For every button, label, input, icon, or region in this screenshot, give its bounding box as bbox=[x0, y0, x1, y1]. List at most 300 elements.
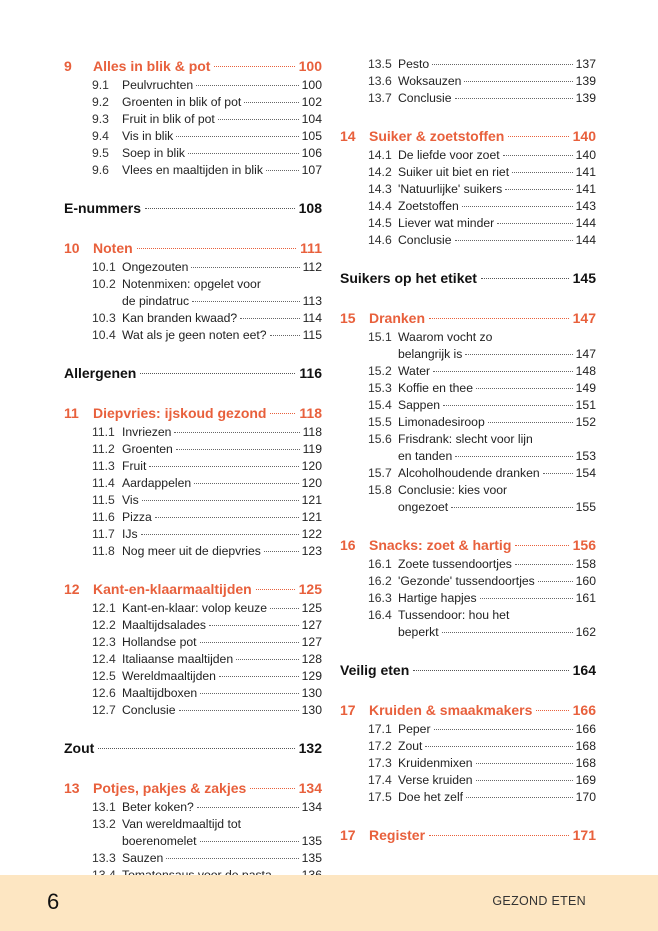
subsection-body bbox=[122, 543, 322, 560]
subsection-title: Nog meer uit de diepvries bbox=[122, 544, 261, 558]
dot-leader bbox=[145, 208, 295, 209]
subsection-entry[interactable] bbox=[64, 94, 322, 111]
chapter-number: 16 bbox=[340, 537, 356, 553]
subsection-entry[interactable] bbox=[340, 607, 596, 641]
subsection-page: 161 bbox=[575, 591, 596, 605]
dot-leader bbox=[166, 858, 298, 859]
dot-leader bbox=[256, 589, 295, 590]
dot-leader bbox=[219, 676, 299, 677]
subsection-title: Van wereldmaaltijd tot bbox=[122, 817, 241, 831]
chapter-entry[interactable] bbox=[64, 403, 322, 424]
dot-leader bbox=[200, 841, 299, 842]
dot-leader bbox=[244, 102, 298, 103]
subsection-entry[interactable] bbox=[340, 181, 596, 198]
heading-page: 116 bbox=[299, 365, 322, 381]
subsection-title-continued bbox=[122, 833, 322, 850]
dot-leader bbox=[434, 729, 573, 730]
subsection-page: 130 bbox=[301, 703, 322, 717]
toc-left-column bbox=[64, 56, 322, 884]
subsection-entry[interactable] bbox=[64, 310, 322, 327]
subsection-number: 11.6 bbox=[92, 510, 115, 524]
subsection-page: 137 bbox=[575, 57, 596, 71]
subsection-entry[interactable] bbox=[64, 424, 322, 441]
chapter-title: Dranken bbox=[369, 310, 426, 326]
subsection-body bbox=[122, 816, 322, 850]
subsection-title: Conclusie: kies voor bbox=[398, 483, 508, 497]
dot-leader bbox=[142, 500, 299, 501]
subsection-entry[interactable] bbox=[340, 482, 596, 516]
subsection-page: 112 bbox=[302, 260, 322, 274]
subsection-body bbox=[122, 424, 322, 441]
subsection-number: 15.6 bbox=[368, 432, 392, 446]
subsection-page: 135 bbox=[301, 851, 322, 865]
chapter-entry[interactable] bbox=[64, 778, 322, 799]
subsection-title: Wat als je geen noten eet? bbox=[122, 328, 267, 342]
subsection-entry[interactable] bbox=[340, 573, 596, 590]
subsection-page: 107 bbox=[301, 163, 322, 177]
section-heading-entry[interactable] bbox=[340, 660, 596, 681]
subsection-title: Kruidenmixen bbox=[398, 756, 473, 770]
subsection-number: 13.5 bbox=[368, 57, 392, 71]
dot-leader bbox=[413, 670, 568, 671]
subsection-title: Conclusie bbox=[398, 233, 452, 247]
chapter-title: Potjes, pakjes & zakjes bbox=[93, 780, 247, 796]
subsection-page: 144 bbox=[575, 216, 596, 230]
subsection-title: Maaltijdboxen bbox=[122, 686, 198, 700]
subsection-body bbox=[398, 56, 596, 73]
subsection-entry[interactable] bbox=[340, 329, 596, 363]
subsection-page: 168 bbox=[575, 739, 596, 753]
subsection-entry[interactable] bbox=[64, 651, 322, 668]
dot-leader bbox=[442, 632, 573, 633]
dot-leader bbox=[176, 136, 298, 137]
subsection-page: 169 bbox=[575, 773, 596, 787]
subsection-body bbox=[122, 668, 322, 685]
subsection-page: 123 bbox=[301, 544, 322, 558]
subsection-body bbox=[122, 162, 322, 179]
subsection-title: Frisdrank: slecht voor lijn bbox=[398, 432, 533, 446]
chapter-page: 100 bbox=[298, 58, 322, 74]
heading-title: Veilig eten bbox=[340, 662, 410, 678]
dot-leader bbox=[455, 456, 572, 457]
subsection-title: Zoetstoffen bbox=[398, 199, 459, 213]
chapter-title: Kant-en-klaarmaaltijden bbox=[93, 581, 252, 597]
dot-leader bbox=[455, 98, 573, 99]
dot-leader bbox=[443, 405, 573, 406]
subsection-title: Verse kruiden bbox=[398, 773, 473, 787]
dot-leader bbox=[266, 170, 299, 171]
chapter-title: Snacks: zoet & hartig bbox=[369, 537, 512, 553]
subsection-entry[interactable] bbox=[64, 799, 322, 816]
subsection-body bbox=[122, 702, 322, 719]
subsection-page: 155 bbox=[575, 500, 596, 514]
subsection-entry[interactable] bbox=[64, 441, 322, 458]
subsection-title: Limonadesiroop bbox=[398, 415, 485, 429]
chapter-page: 140 bbox=[572, 128, 596, 144]
dot-leader bbox=[270, 608, 299, 609]
dot-leader bbox=[155, 517, 299, 518]
subsection-number: 15.8 bbox=[368, 483, 392, 497]
subsection-title: 'Gezonde' tussendoortjes bbox=[398, 574, 535, 588]
subsection-entry[interactable] bbox=[64, 77, 322, 94]
chapter-entry[interactable] bbox=[64, 579, 322, 600]
subsection-entry[interactable] bbox=[64, 259, 322, 276]
dot-leader bbox=[465, 354, 572, 355]
subsection-title: De liefde voor zoet bbox=[398, 148, 500, 162]
subsection-body bbox=[398, 556, 596, 573]
chapter-number: 12 bbox=[64, 581, 80, 597]
subsection-title: Liever wat minder bbox=[398, 216, 495, 230]
subsection-page: 152 bbox=[575, 415, 596, 429]
subsection-number: 9.4 bbox=[92, 129, 109, 143]
subsection-title: 'Natuurlijke' suikers bbox=[398, 182, 503, 196]
chapter-title: Suiker & zoetstoffen bbox=[369, 128, 505, 144]
subsection-page: 166 bbox=[575, 722, 596, 736]
subsection-page: 128 bbox=[301, 652, 322, 666]
subsection-body bbox=[122, 77, 322, 94]
subsection-title: Hartige hapjes bbox=[398, 591, 477, 605]
subsection-title-continued bbox=[398, 346, 596, 363]
subsection-page: 170 bbox=[575, 790, 596, 804]
subsection-number: 14.5 bbox=[368, 216, 392, 230]
subsection-entry[interactable] bbox=[64, 162, 322, 179]
subsection-page: 141 bbox=[575, 182, 596, 196]
subsection-number: 15.2 bbox=[368, 364, 392, 378]
dot-leader bbox=[476, 388, 573, 389]
subsection-body bbox=[398, 329, 596, 363]
dot-leader bbox=[476, 780, 573, 781]
subsection-title: Groenten bbox=[122, 442, 173, 456]
subsection-entry[interactable] bbox=[340, 772, 596, 789]
subsection-entry[interactable] bbox=[64, 702, 322, 719]
subsection-number: 14.6 bbox=[368, 233, 392, 247]
chapter-page: 171 bbox=[572, 827, 596, 843]
subsection-page: 119 bbox=[302, 442, 322, 456]
subsection-body bbox=[122, 259, 322, 276]
heading-page: 164 bbox=[572, 662, 596, 678]
subsection-entry[interactable] bbox=[340, 164, 596, 181]
heading-title: Zout bbox=[64, 740, 95, 756]
subsection-body bbox=[122, 685, 322, 702]
chapter-number: 17 bbox=[340, 827, 356, 843]
subsection-number: 13.6 bbox=[368, 74, 392, 88]
subsection-body bbox=[122, 458, 322, 475]
subsection-entry[interactable] bbox=[64, 492, 322, 509]
subsection-body bbox=[398, 90, 596, 107]
subsection-number: 11.2 bbox=[92, 442, 115, 456]
subsection-page: 144 bbox=[575, 233, 596, 247]
chapter-title: Register bbox=[369, 827, 426, 843]
subsection-title: Kan branden kwaad? bbox=[122, 311, 238, 325]
subsection-number: 13.3 bbox=[92, 851, 116, 865]
subsection-title-continued bbox=[398, 499, 596, 516]
chapter-page: 134 bbox=[298, 780, 322, 796]
subsection-entry[interactable] bbox=[64, 543, 322, 560]
dot-leader bbox=[270, 413, 295, 414]
toc-right-column bbox=[340, 56, 596, 846]
subsection-number: 10.1 bbox=[92, 260, 116, 274]
subsection-title: Conclusie bbox=[398, 91, 452, 105]
subsection-page: 151 bbox=[575, 398, 596, 412]
subsection-entry[interactable] bbox=[340, 73, 596, 90]
subsection-page: 147 bbox=[575, 347, 596, 361]
chapter-entry[interactable] bbox=[340, 308, 596, 329]
subsection-entry[interactable] bbox=[64, 458, 322, 475]
subsection-body bbox=[398, 465, 596, 482]
subsection-title: Ongezouten bbox=[122, 260, 189, 274]
dot-leader bbox=[140, 373, 295, 374]
subsection-page: 115 bbox=[302, 328, 322, 342]
subsection-body bbox=[398, 772, 596, 789]
subsection-number: 12.7 bbox=[92, 703, 116, 717]
subsection-number: 13.2 bbox=[92, 817, 116, 831]
subsection-title: Pizza bbox=[122, 510, 152, 524]
subsection-page: 158 bbox=[575, 557, 596, 571]
subsection-title: Peper bbox=[398, 722, 431, 736]
subsection-title: Groenten in blik of pot bbox=[122, 95, 242, 109]
subsection-body bbox=[122, 600, 322, 617]
subsection-title-line2: ongezoet bbox=[398, 500, 449, 514]
subsection-entry[interactable] bbox=[340, 414, 596, 431]
subsection-entry[interactable] bbox=[64, 634, 322, 651]
subsection-entry[interactable] bbox=[340, 56, 596, 73]
dot-leader bbox=[488, 422, 573, 423]
subsection-body bbox=[398, 721, 596, 738]
chapter-entry[interactable] bbox=[340, 825, 596, 846]
subsection-number: 12.4 bbox=[92, 652, 116, 666]
subsection-body bbox=[122, 441, 322, 458]
subsection-number: 9.1 bbox=[92, 78, 109, 92]
subsection-entry[interactable] bbox=[64, 617, 322, 634]
section-heading-entry[interactable] bbox=[64, 363, 322, 384]
subsection-number: 14.3 bbox=[368, 182, 392, 196]
subsection-page: 148 bbox=[575, 364, 596, 378]
subsection-title: Fruit in blik of pot bbox=[122, 112, 215, 126]
chapter-entry[interactable] bbox=[64, 56, 322, 77]
heading-title: Allergenen bbox=[64, 365, 137, 381]
subsection-entry[interactable] bbox=[64, 327, 322, 344]
subsection-entry[interactable] bbox=[340, 465, 596, 482]
dot-leader bbox=[505, 189, 572, 190]
subsection-title-line2: en tanden bbox=[398, 449, 453, 463]
subsection-entry[interactable] bbox=[64, 850, 322, 867]
subsection-number: 17.4 bbox=[368, 773, 392, 787]
chapter-number: 17 bbox=[340, 702, 356, 718]
dot-leader bbox=[270, 335, 300, 336]
subsection-number: 17.5 bbox=[368, 790, 392, 804]
subsection-page: 160 bbox=[575, 574, 596, 588]
subsection-title: Sauzen bbox=[122, 851, 164, 865]
chapter-entry[interactable] bbox=[340, 535, 596, 556]
subsection-title: Doe het zelf bbox=[398, 790, 464, 804]
subsection-entry[interactable] bbox=[64, 128, 322, 145]
subsection-title: Kant-en-klaar: volop keuze bbox=[122, 601, 267, 615]
page-footer bbox=[0, 875, 658, 931]
subsection-body bbox=[398, 215, 596, 232]
subsection-page: 129 bbox=[301, 669, 322, 683]
subsection-number: 13.1 bbox=[92, 800, 116, 814]
dot-leader bbox=[464, 81, 572, 82]
dot-leader bbox=[462, 206, 573, 207]
subsection-page: 139 bbox=[575, 74, 596, 88]
subsection-body bbox=[122, 799, 322, 816]
subsection-entry[interactable] bbox=[340, 90, 596, 107]
subsection-entry[interactable] bbox=[340, 363, 596, 380]
subsection-number: 10.2 bbox=[92, 277, 116, 291]
subsection-entry[interactable] bbox=[64, 526, 322, 543]
heading-page: 108 bbox=[298, 200, 322, 216]
subsection-title-line2: belangrijk is bbox=[398, 347, 463, 361]
subsection-entry[interactable] bbox=[64, 600, 322, 617]
subsection-entry[interactable] bbox=[340, 198, 596, 215]
subsection-page: 122 bbox=[301, 527, 322, 541]
subsection-number: 15.7 bbox=[368, 466, 392, 480]
subsection-page: 130 bbox=[301, 686, 322, 700]
chapter-page: 125 bbox=[298, 581, 322, 597]
dot-leader bbox=[451, 507, 573, 508]
subsection-title: Conclusie bbox=[122, 703, 176, 717]
subsection-number: 9.5 bbox=[92, 146, 109, 160]
subsection-entry[interactable] bbox=[340, 431, 596, 465]
subsection-page: 104 bbox=[301, 112, 322, 126]
subsection-entry[interactable] bbox=[340, 232, 596, 249]
subsection-number: 14.1 bbox=[368, 148, 392, 162]
subsection-entry[interactable] bbox=[340, 590, 596, 607]
heading-page: 145 bbox=[572, 270, 596, 286]
subsection-title: IJs bbox=[122, 527, 138, 541]
dot-leader bbox=[174, 432, 299, 433]
subsection-page: 105 bbox=[301, 129, 322, 143]
subsection-entry[interactable] bbox=[340, 721, 596, 738]
subsection-title-continued bbox=[398, 624, 596, 641]
subsection-body bbox=[122, 94, 322, 111]
subsection-body bbox=[398, 482, 596, 516]
subsection-page: 141 bbox=[575, 165, 596, 179]
dot-leader bbox=[536, 710, 568, 711]
subsection-title: Water bbox=[398, 364, 431, 378]
subsection-number: 11.8 bbox=[92, 544, 115, 558]
dot-leader bbox=[191, 267, 299, 268]
section-heading-entry[interactable] bbox=[64, 738, 322, 759]
subsection-entry[interactable] bbox=[340, 789, 596, 806]
subsection-body bbox=[398, 232, 596, 249]
subsection-body bbox=[398, 431, 596, 465]
subsection-number: 11.4 bbox=[92, 476, 115, 490]
chapter-entry[interactable] bbox=[340, 700, 596, 721]
dot-leader bbox=[240, 318, 299, 319]
subsection-entry[interactable] bbox=[340, 397, 596, 414]
subsection-title: Zout bbox=[398, 739, 423, 753]
subsection-entry[interactable] bbox=[64, 816, 322, 850]
dot-leader bbox=[179, 710, 299, 711]
dot-leader bbox=[194, 483, 299, 484]
subsection-title: Peulvruchten bbox=[122, 78, 194, 92]
subsection-entry[interactable] bbox=[340, 738, 596, 755]
subsection-number: 9.2 bbox=[92, 95, 109, 109]
subsection-entry[interactable] bbox=[64, 509, 322, 526]
subsection-title: Invriezen bbox=[122, 425, 172, 439]
subsection-page: 149 bbox=[575, 381, 596, 395]
subsection-body bbox=[122, 475, 322, 492]
subsection-title: Italiaanse maaltijden bbox=[122, 652, 234, 666]
chapter-entry[interactable] bbox=[340, 126, 596, 147]
dot-leader bbox=[538, 581, 573, 582]
dot-leader bbox=[218, 119, 299, 120]
subsection-entry[interactable] bbox=[64, 475, 322, 492]
subsection-entry[interactable] bbox=[64, 685, 322, 702]
chapter-page: 156 bbox=[572, 537, 596, 553]
subsection-body bbox=[122, 310, 322, 327]
subsection-body bbox=[398, 198, 596, 215]
chapter-entry[interactable] bbox=[64, 238, 322, 259]
subsection-body bbox=[398, 181, 596, 198]
subsection-entry[interactable] bbox=[340, 215, 596, 232]
subsection-body bbox=[398, 590, 596, 607]
dot-leader bbox=[466, 797, 573, 798]
subsection-body bbox=[122, 509, 322, 526]
subsection-page: 102 bbox=[301, 95, 322, 109]
subsection-entry[interactable] bbox=[340, 380, 596, 397]
section-heading-entry[interactable] bbox=[340, 268, 596, 289]
dot-leader bbox=[141, 534, 299, 535]
subsection-number: 14.4 bbox=[368, 199, 392, 213]
subsection-entry[interactable] bbox=[64, 276, 322, 310]
subsection-body bbox=[122, 634, 322, 651]
subsection-number: 9.6 bbox=[92, 163, 109, 177]
subsection-page: 113 bbox=[302, 294, 322, 308]
dot-leader bbox=[176, 449, 300, 450]
subsection-entry[interactable] bbox=[340, 147, 596, 164]
chapter-number: 9 bbox=[64, 58, 72, 74]
subsection-title-line2: de pindatruc bbox=[122, 294, 190, 308]
subsection-number: 11.5 bbox=[92, 493, 115, 507]
subsection-title: Maaltijdsalades bbox=[122, 618, 207, 632]
subsection-entry[interactable] bbox=[64, 145, 322, 162]
chapter-page: 147 bbox=[572, 310, 596, 326]
dot-leader bbox=[503, 155, 573, 156]
dot-leader bbox=[137, 248, 297, 249]
section-heading-entry[interactable] bbox=[64, 198, 322, 219]
subsection-title: Alcoholhoudende dranken bbox=[398, 466, 540, 480]
subsection-title-continued bbox=[398, 448, 596, 465]
dot-leader bbox=[429, 318, 569, 319]
dot-leader bbox=[497, 223, 572, 224]
chapter-page: 118 bbox=[299, 405, 322, 421]
dot-leader bbox=[188, 153, 299, 154]
subsection-title-line2: beperkt bbox=[398, 625, 439, 639]
subsection-entry[interactable] bbox=[64, 111, 322, 128]
subsection-number: 16.2 bbox=[368, 574, 392, 588]
chapter-number: 14 bbox=[340, 128, 356, 144]
dot-leader bbox=[200, 693, 298, 694]
dot-leader bbox=[455, 240, 573, 241]
subsection-number: 12.5 bbox=[92, 669, 116, 683]
subsection-entry[interactable] bbox=[64, 668, 322, 685]
subsection-body bbox=[398, 147, 596, 164]
subsection-number: 15.3 bbox=[368, 381, 392, 395]
subsection-entry[interactable] bbox=[340, 556, 596, 573]
subsection-body bbox=[398, 363, 596, 380]
subsection-body bbox=[398, 755, 596, 772]
dot-leader bbox=[196, 85, 299, 86]
subsection-entry[interactable] bbox=[340, 755, 596, 772]
subsection-page: 120 bbox=[301, 476, 322, 490]
dot-leader bbox=[480, 598, 573, 599]
subsection-body bbox=[122, 617, 322, 634]
subsection-title: Hollandse pot bbox=[122, 635, 197, 649]
subsection-body bbox=[398, 380, 596, 397]
chapter-number: 10 bbox=[64, 240, 80, 256]
